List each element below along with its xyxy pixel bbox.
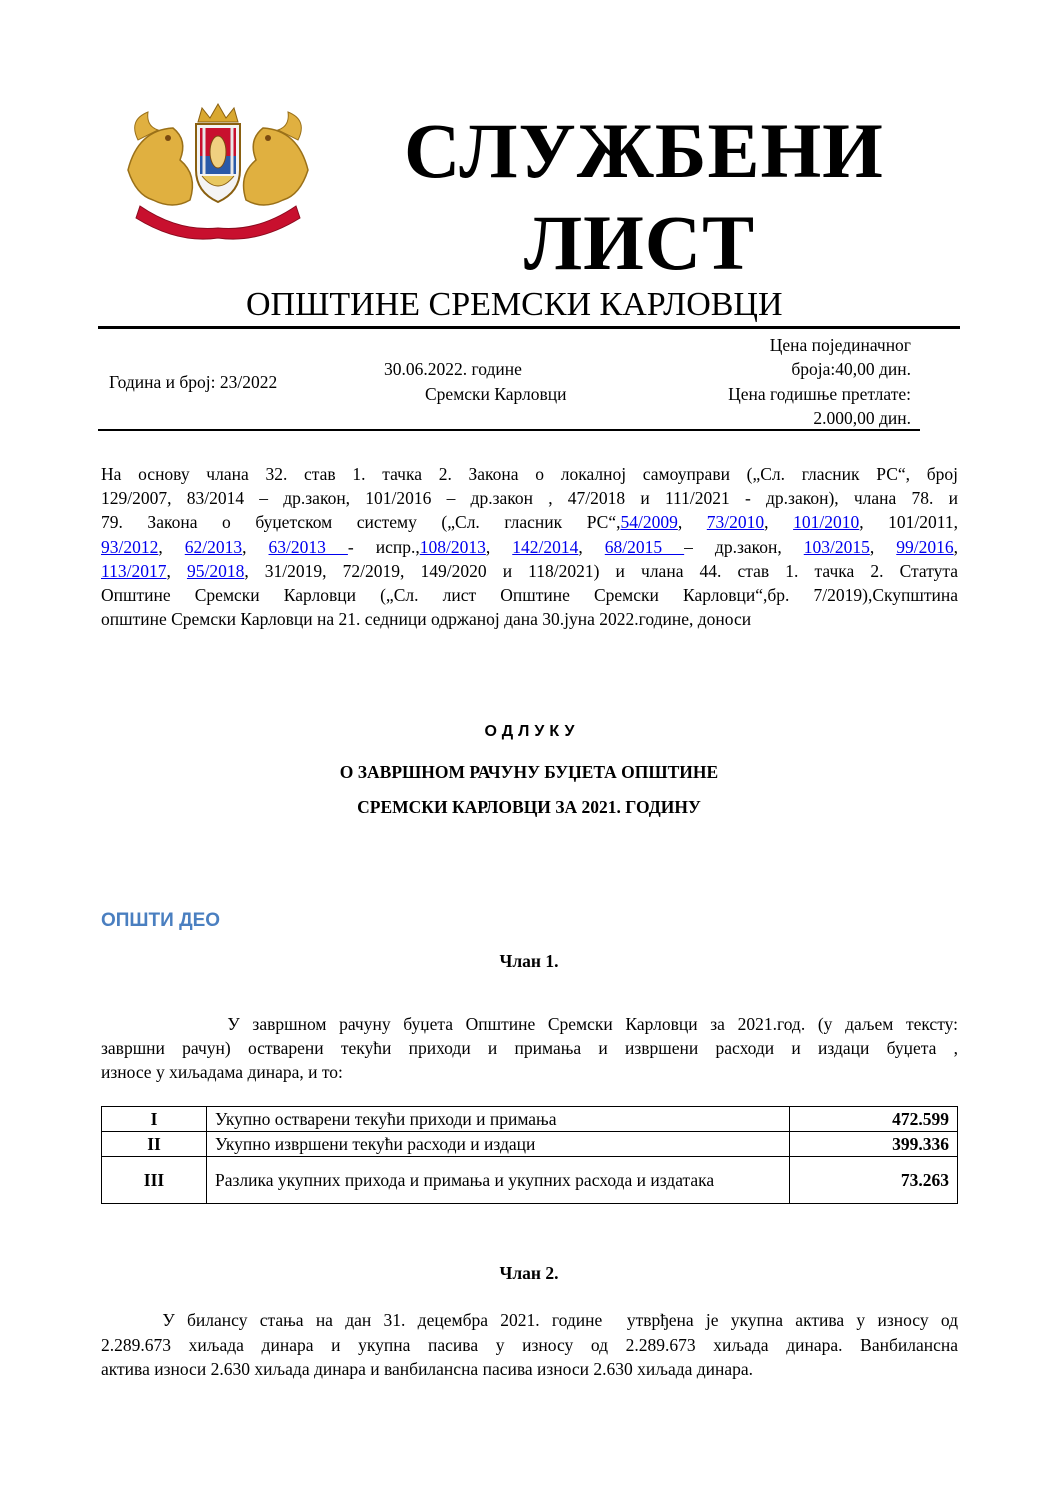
table-row <box>102 1157 958 1204</box>
issue-place: Сремски Карловци <box>425 384 567 404</box>
price-single-label: Цена појединачног <box>769 335 911 355</box>
preamble-text: , 31/2019, 72/2019, 149/2020 и 118/2021) и члана 44. став 1. тачка 2. Статута <box>244 560 958 581</box>
law-link[interactable]: 99/2016 <box>896 536 954 557</box>
paragraph-line: износе у хиљадама динара, и то: <box>101 1062 343 1082</box>
row-value: 73.263 <box>790 1157 958 1204</box>
preamble-line: општине Сремски Карловци на 21. седници одржаној дана 30.јуна 2022.године, доноси <box>101 609 752 630</box>
preamble-text: 79. Закона о буџетском систему („Сл. гласник РС“, <box>101 512 621 533</box>
article-2-title: Члан 2. <box>499 1263 559 1283</box>
paragraph-line: завршни рачун) остварени текући приходи и примања и извршени расходи и издаци буџета , <box>101 1038 958 1058</box>
row-label: Разлика укупних прихода и примања и укупних расхода и издатака <box>207 1157 790 1204</box>
price-single-value: броја:40,00 дин. <box>791 359 911 379</box>
law-link[interactable]: 93/2012 <box>101 536 159 557</box>
law-link[interactable]: 113/2017 <box>101 560 167 581</box>
price-annual-label: Цена годишње претлате: <box>728 384 911 404</box>
header-divider-top <box>98 326 960 329</box>
issue-number: Година и број: 23/2022 <box>109 372 278 392</box>
row-number: I <box>102 1107 207 1132</box>
law-link[interactable]: 95/2018 <box>186 560 245 581</box>
table-row <box>102 1107 958 1132</box>
preamble-text: , 101/2011, <box>859 512 959 533</box>
header-divider-bottom <box>98 429 920 431</box>
section-heading: ОПШТИ ДЕО <box>101 910 221 931</box>
law-link[interactable]: 54/2009 <box>620 512 678 533</box>
row-label: Укупно остварени текући приходи и примања <box>207 1107 790 1132</box>
paragraph-line: актива износи 2.630 хиљада динара и ванбилансна пасива износи 2.630 хиљада динара. <box>101 1359 754 1379</box>
preamble-paragraph <box>101 462 958 631</box>
article-1-title: Члан 1. <box>499 951 559 971</box>
law-link[interactable]: 101/2010 <box>793 512 860 533</box>
article-1-paragraph <box>101 1012 958 1084</box>
issue-date: 30.06.2022. године <box>384 359 522 379</box>
law-link[interactable]: 108/2013 <box>419 536 486 557</box>
preamble-line: 113/2017, 95/2018, 31/2019, 72/2019, 149/2020 и 118/2021) и члана 44. став 1. тачка 2. Статута <box>101 560 958 581</box>
paragraph-line: 2.289.673 хиљада динара и укупна пасива у износу од 2.289.673 хиљада динара. Ванбилансна <box>101 1334 958 1355</box>
preamble-line: 129/2007, 83/2014 – др.закон, 101/2016 – др.закон , 47/2018 и 111/2021 - др.закон), члана 78. и <box>101 488 958 509</box>
law-link[interactable]: 68/2015 <box>604 536 685 557</box>
row-value: 472.599 <box>790 1107 958 1132</box>
preamble-line: На основу члана 32. став 1. тачка 2. Закона о локалној самоуправи („Сл. гласник РС“, број <box>101 464 958 484</box>
law-link[interactable]: 62/2013 <box>184 536 243 557</box>
paragraph-line: У билансу стања на дан 31. децембра 2021. године утврђена је укупна актива у износу од <box>101 1310 958 1330</box>
row-value: 399.336 <box>790 1132 958 1157</box>
masthead-subtitle: ОПШТИНЕ СРЕМСКИ КАРЛОВЦИ <box>246 286 783 323</box>
decision-title-line1: О ЗАВРШНОМ РАЧУНУ БУЏЕТА ОПШТИНЕ <box>339 762 719 782</box>
preamble-line: 93/2012, 62/2013, 63/2013 - испр.,108/2013, 142/2014, 68/2015 – др.закон, 103/2015, 99/2016, <box>101 536 959 557</box>
decision-heading: ОДЛУКУ <box>484 723 580 740</box>
law-link[interactable]: 103/2015 <box>803 536 870 557</box>
preamble-text: - испр., <box>347 536 420 557</box>
article-2-paragraph <box>101 1308 958 1382</box>
table-row <box>102 1132 958 1157</box>
price-annual-value: 2.000,00 дин. <box>813 408 911 428</box>
row-number: III <box>102 1157 207 1204</box>
masthead-title-line1: СЛУЖБЕНИ <box>404 107 884 194</box>
law-link[interactable]: 73/2010 <box>706 512 765 533</box>
coat-of-arms-logo <box>118 100 318 240</box>
row-number: II <box>102 1132 207 1157</box>
preamble-line: 79. Закона о буџетском систему („Сл. гласник РС“,54/2009, 73/2010, 101/2010, 101/2011, <box>101 512 959 533</box>
decision-title-line2: СРЕМСКИ КАРЛОВЦИ ЗА 2021. ГОДИНУ <box>357 797 701 817</box>
budget-summary-table <box>101 1106 958 1204</box>
row-label: Укупно извршени текући расходи и издаци <box>207 1132 790 1157</box>
preamble-text: – др.закон, <box>684 536 804 557</box>
masthead-title-line2: ЛИСТ <box>524 199 756 286</box>
preamble-line: Општине Сремски Карловци („Сл. лист Општине Сремски Карловци“,бр. 7/2019),Скупштина <box>101 585 958 606</box>
law-link[interactable]: 63/2013 <box>268 536 348 557</box>
paragraph-line: У завршном рачуну буџета Општине Сремски Карловци за 2021.год. (у даљем тексту: <box>101 1014 958 1034</box>
law-link[interactable]: 142/2014 <box>512 536 579 557</box>
